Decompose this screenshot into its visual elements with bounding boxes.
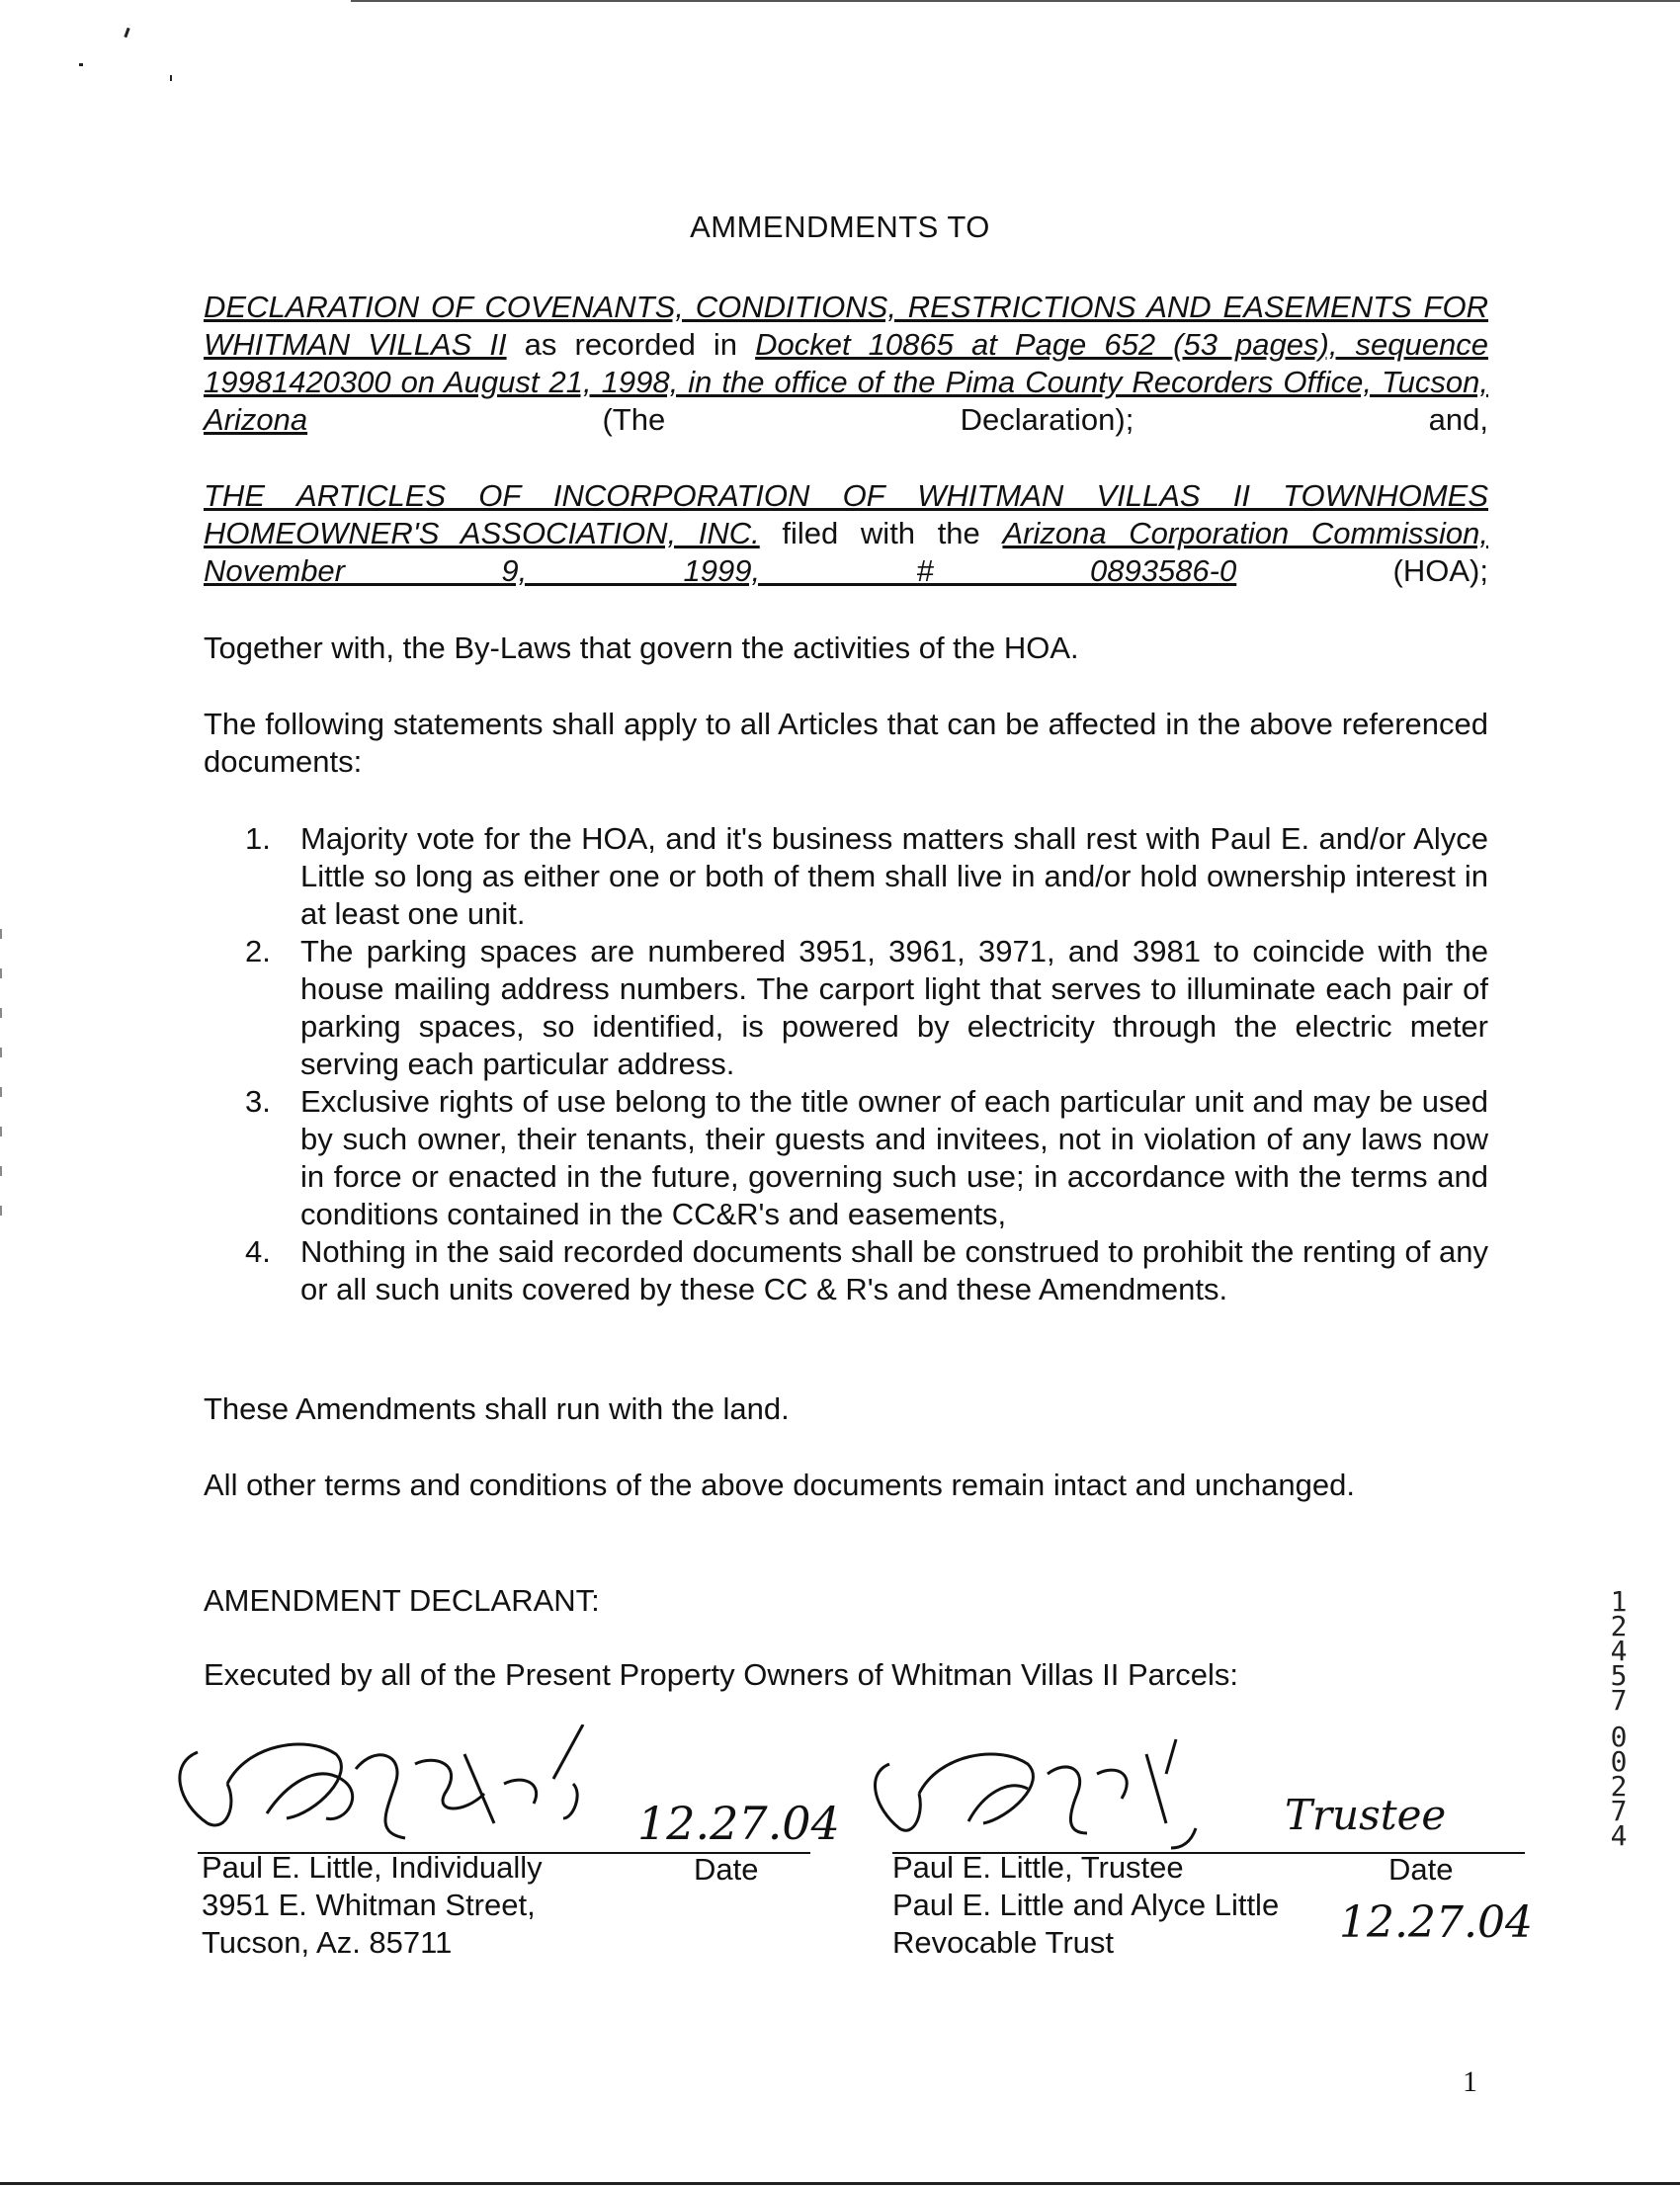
articles-title: THE ARTICLES OF INCORPORATION OF WHITMAN VILLAS II TOWNHOMES HOMEOWNER'S ASSOCIATION, INC. [204, 478, 1488, 550]
articles-text-2: (HOA); [1236, 553, 1488, 588]
list-item [245, 1233, 1488, 1308]
declaration-text-1: as recorded in [506, 327, 756, 362]
margin-digit: 4 [1610, 1635, 1628, 1667]
signature-block-left [202, 1849, 543, 1962]
list-item-text: Nothing in the said recorded documents shall be construed to prohibit the renting of any or all such units covered by these CC & R's and these Amendments. [300, 1234, 1488, 1306]
signature-left-icon [168, 1724, 682, 1853]
signer-address-line1: 3951 E. Whitman Street, [202, 1888, 536, 1922]
handwritten-title-right: Trustee [1285, 1791, 1447, 1839]
articles-paragraph [204, 477, 1488, 590]
margin-digit: 5 [1610, 1659, 1628, 1692]
margin-digit: 4 [1610, 1819, 1628, 1852]
other-terms-text: All other terms and conditions of the above documents remain intact and unchanged. [204, 1468, 1355, 1502]
trust-line1: Paul E. Little and Alyce Little [892, 1888, 1280, 1922]
declaration-title: DECLARATION OF COVENANTS, CONDITIONS, RESTRICTIONS AND EASEMENTS FOR WHITMAN VILLAS II [204, 290, 1488, 362]
signer-name-left: Paul E. Little, Individually [202, 1850, 543, 1885]
list-item [245, 820, 1488, 933]
handwritten-date-left: 12.27.04 [637, 1797, 840, 1850]
handwritten-date-right: 12.27.04 [1339, 1897, 1533, 1948]
list-item-text: Exclusive rights of use belong to the title owner of each particular unit and may be used by such owner, their tenants, their guests and invitees, not in violation of any laws now in force or enacted in the future, governing such use; in accordance with the terms and conditions contained in the CC&R's and easements, [300, 1084, 1488, 1231]
list-item-number: 4. [245, 1234, 271, 1269]
docket-reference: Docket 10865 at Page 652 (53 pages), sequence 19981420300 on August 21, 1998, in the office of the Pima County Recorders Office, Tucson, Arizona [204, 327, 1488, 437]
margin-digit: 2 [1610, 1610, 1628, 1642]
declaration-text-2: (The Declaration); and, [307, 402, 1488, 437]
margin-digit: 7 [1610, 1795, 1628, 1827]
executed-by-text: Executed by all of the Present Property Owners of Whitman Villas II Parcels: [204, 1657, 1238, 1692]
margin-stamp [1604, 1585, 1634, 1852]
signer-address-line2: Tucson, Az. 85711 [202, 1925, 453, 1960]
scan-speck [124, 28, 129, 38]
margin-digit: 0 [1610, 1721, 1628, 1753]
scan-edge-bottom [0, 2182, 1680, 2185]
date-label-right: Date [1388, 1852, 1454, 1887]
run-with-land-text: These Amendments shall run with the land. [204, 1391, 790, 1426]
margin-digit: 1 [1610, 1585, 1628, 1618]
list-item-text: Majority vote for the HOA, and it's business matters shall rest with Paul E. and/or Alyce Little so long as either one or both of them shall live in and/or hold ownership interest in at least one unit. [300, 821, 1488, 931]
list-item-text: The parking spaces are numbered 3951, 3961, 3971, and 3981 to coincide with the house mailing address numbers. The carport light that serves to illuminate each pair of parking spaces, so identified, is powered by electricity through the electric meter serving each particular address. [300, 934, 1488, 1081]
declarant-heading: AMENDMENT DECLARANT: [204, 1583, 600, 1618]
list-item-number: 2. [245, 934, 271, 968]
articles-text-1: filed with the [759, 516, 1003, 550]
scan-edge-left [0, 929, 2, 1225]
scan-speck [170, 75, 172, 81]
amendment-list [245, 820, 1488, 1308]
margin-digit: 7 [1610, 1684, 1628, 1717]
list-item-number: 1. [245, 821, 271, 856]
signature-right-icon [870, 1734, 1334, 1853]
together-paragraph: Together with, the By-Laws that govern the activities of the HOA. [204, 631, 1079, 665]
scan-edge-top [351, 0, 1680, 2]
signer-name-right: Paul E. Little, Trustee [892, 1850, 1184, 1885]
margin-digit: 2 [1610, 1770, 1628, 1803]
list-item [245, 1083, 1488, 1233]
date-label-left: Date [694, 1852, 759, 1887]
margin-digit: 0 [1610, 1745, 1628, 1778]
document-title: AMMENDMENTS TO [690, 210, 990, 244]
trust-line2: Revocable Trust [892, 1925, 1114, 1960]
signature-block-right [892, 1849, 1279, 1962]
list-item-number: 3. [245, 1084, 271, 1119]
declaration-paragraph [204, 289, 1488, 439]
following-paragraph: The following statements shall apply to all Articles that can be affected in the above referenced documents: [204, 707, 1488, 779]
scan-speck [79, 63, 83, 66]
list-item [245, 933, 1488, 1083]
commission-reference: Arizona Corporation Commission, November 9, 1999, # 0893586-0 [204, 516, 1488, 588]
page-number: 1 [1463, 2065, 1477, 2098]
